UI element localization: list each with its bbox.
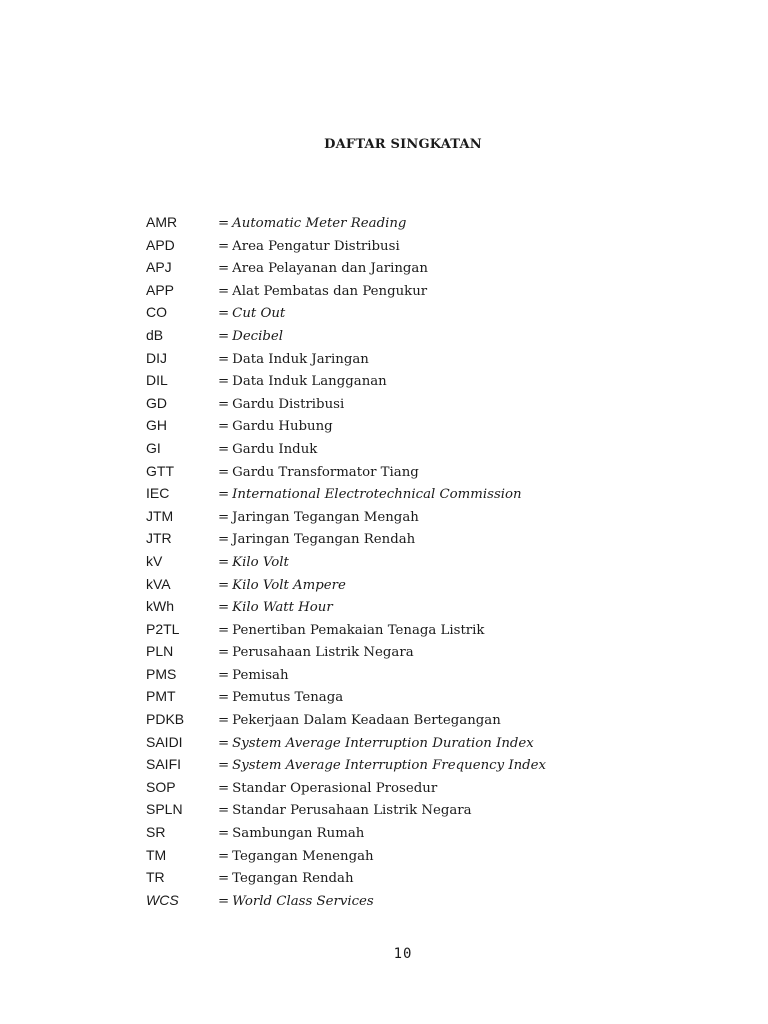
abbreviation-definition-cell (218, 213, 406, 236)
abbreviation-definition-cell (218, 281, 427, 304)
abbreviation-definition-cell (218, 597, 333, 620)
abbreviation-row (146, 437, 546, 460)
abbreviation-definition: Standar Operasional Prosedur (232, 780, 438, 796)
equals-sign: = (218, 690, 230, 706)
abbreviation-definition-cell (218, 823, 364, 846)
abbreviation-definition-cell (218, 755, 546, 778)
abbreviation-term: PDKB (146, 711, 185, 728)
abbreviation-definition: System Average Interruption Duration Index (232, 735, 534, 751)
abbreviation-term: APP (146, 281, 175, 298)
equals-sign: = (218, 803, 230, 819)
equals-sign: = (218, 328, 230, 344)
abbreviation-definition-cell (218, 236, 400, 259)
equals-sign: = (218, 396, 230, 412)
abbreviation-row (146, 505, 546, 528)
abbreviation-row (146, 460, 546, 483)
equals-sign: = (218, 441, 230, 457)
abbreviation-term: CO (146, 304, 167, 321)
abbreviation-row (146, 234, 546, 257)
abbreviation-row (146, 482, 546, 505)
abbreviation-definition-cell (218, 552, 289, 575)
abbreviation-definition-cell (218, 484, 522, 507)
abbreviation-definition: Area Pengatur Distribusi (232, 238, 400, 254)
equals-sign: = (218, 577, 230, 593)
abbreviation-term: P2TL (146, 620, 180, 637)
abbreviation-definition: Data Induk Langganan (232, 374, 387, 390)
abbreviation-definition-cell (218, 507, 419, 530)
abbreviation-definition: Gardu Distribusi (232, 396, 345, 412)
equals-sign: = (218, 509, 230, 525)
equals-sign: = (218, 893, 230, 909)
abbreviation-definition-cell (218, 416, 333, 439)
equals-sign: = (218, 848, 230, 864)
abbreviation-term: JTM (146, 507, 174, 524)
equals-sign: = (218, 419, 230, 435)
abbreviation-row (146, 279, 546, 302)
abbreviation-term: GTT (146, 462, 174, 479)
equals-sign: = (218, 667, 230, 683)
abbreviation-term: AMR (146, 214, 178, 230)
abbreviation-definition-cell (218, 620, 484, 643)
abbreviation-row (146, 550, 546, 573)
abbreviation-term: PMT (146, 688, 176, 705)
abbreviation-row (146, 889, 546, 912)
abbreviation-row (146, 798, 546, 821)
abbreviation-definition: Pemisah (232, 667, 289, 683)
abbreviation-definition: Gardu Hubung (232, 419, 333, 435)
abbreviation-term: SPLN (146, 801, 183, 818)
abbreviation-row (146, 685, 546, 708)
abbreviation-row (146, 731, 546, 754)
equals-sign: = (218, 487, 230, 503)
abbreviation-row (146, 708, 546, 731)
page-title: DAFTAR SINGKATAN (324, 137, 482, 152)
equals-sign: = (218, 283, 230, 299)
abbreviation-definition: Decibel (232, 328, 284, 344)
abbreviation-definition: Gardu Induk (232, 441, 318, 457)
abbreviation-row (146, 595, 546, 618)
abbreviation-row (146, 347, 546, 370)
abbreviation-definition: Standar Perusahaan Listrik Negara (232, 803, 472, 819)
equals-sign: = (218, 532, 230, 548)
abbreviation-definition: Alat Pembatas dan Pengukur (232, 283, 428, 299)
abbreviation-term: IEC (146, 485, 170, 502)
abbreviation-definition-cell (218, 349, 369, 372)
abbreviation-definition: System Average Interruption Frequency Index (232, 758, 547, 774)
abbreviation-row (146, 776, 546, 799)
abbreviation-term: dB (146, 326, 164, 343)
equals-sign: = (218, 351, 230, 367)
abbreviation-definition-cell (218, 575, 346, 598)
abbreviation-term: SR (146, 824, 166, 841)
abbreviation-row (146, 640, 546, 663)
abbreviation-definition-cell (218, 800, 472, 823)
abbreviation-list (146, 211, 546, 911)
abbreviation-term: DIL (146, 372, 168, 389)
equals-sign: = (218, 600, 230, 616)
abbreviation-row (146, 324, 546, 347)
abbreviation-definition: Kilo Watt Hour (232, 600, 333, 616)
abbreviation-definition: Penertiban Pemakaian Tenaga Listrik (232, 622, 485, 638)
abbreviation-definition-cell (218, 462, 419, 485)
abbreviation-term: TM (146, 846, 167, 863)
abbreviation-row (146, 256, 546, 279)
abbreviation-definition-cell (218, 303, 285, 326)
abbreviation-definition-cell (218, 687, 343, 710)
abbreviation-definition: Cut Out (232, 306, 286, 322)
equals-sign: = (218, 374, 230, 390)
equals-sign: = (218, 645, 230, 661)
abbreviation-row (146, 369, 546, 392)
abbreviation-term: PLN (146, 643, 174, 660)
abbreviation-definition-cell (218, 394, 344, 417)
abbreviation-definition-cell (218, 733, 534, 756)
abbreviation-definition: Perusahaan Listrik Negara (232, 645, 414, 661)
abbreviation-definition: Data Induk Jaringan (232, 351, 369, 367)
abbreviation-definition: World Class Services (232, 893, 374, 909)
equals-sign: = (218, 758, 230, 774)
abbreviation-definition: Area Pelayanan dan Jaringan (232, 261, 428, 277)
page-number: 10 (393, 946, 413, 962)
abbreviation-term: GI (146, 439, 161, 456)
abbreviation-definition-cell (218, 642, 414, 665)
abbreviation-definition: Sambungan Rumah (232, 826, 365, 842)
abbreviation-definition-cell (218, 326, 283, 349)
equals-sign: = (218, 713, 230, 729)
abbreviation-term: kWh (146, 598, 174, 615)
abbreviation-row (146, 866, 546, 889)
equals-sign: = (218, 871, 230, 887)
abbreviation-definition-cell (218, 868, 354, 891)
abbreviation-definition-cell (218, 258, 428, 281)
equals-sign: = (218, 306, 230, 322)
abbreviation-definition-cell (218, 529, 415, 552)
abbreviation-definition-cell (218, 665, 289, 688)
abbreviation-row (146, 392, 546, 415)
abbreviation-definition-cell (218, 891, 374, 914)
equals-sign: = (218, 826, 230, 842)
equals-sign: = (218, 780, 230, 796)
abbreviation-term: JTR (146, 530, 172, 547)
abbreviation-definition: Jaringan Tegangan Mengah (232, 509, 419, 525)
abbreviation-definition: Tegangan Rendah (232, 871, 354, 887)
equals-sign: = (218, 622, 230, 638)
abbreviation-row (146, 618, 546, 641)
abbreviation-definition: Jaringan Tegangan Rendah (232, 532, 416, 548)
equals-sign: = (218, 554, 230, 570)
abbreviation-term: APJ (146, 259, 172, 276)
abbreviation-definition-cell (218, 778, 437, 801)
abbreviation-definition: Gardu Transformator Tiang (232, 464, 419, 480)
abbreviation-row (146, 821, 546, 844)
abbreviation-term: kVA (146, 575, 171, 592)
abbreviation-definition-cell (218, 439, 317, 462)
abbreviation-row (146, 663, 546, 686)
abbreviation-definition: Kilo Volt (232, 554, 289, 570)
equals-sign: = (218, 238, 230, 254)
abbreviation-definition-cell (218, 710, 501, 733)
abbreviation-row (146, 414, 546, 437)
abbreviation-term: SOP (146, 778, 176, 795)
abbreviation-row (146, 527, 546, 550)
abbreviation-row (146, 573, 546, 596)
abbreviation-term: SAIFI (146, 756, 182, 773)
abbreviation-definition-cell (218, 371, 387, 394)
abbreviation-term: PMS (146, 665, 177, 682)
abbreviation-definition: Kilo Volt Ampere (232, 577, 346, 593)
equals-sign: = (218, 464, 230, 480)
abbreviation-definition: Pekerjaan Dalam Keadaan Bertegangan (232, 713, 501, 729)
abbreviation-definition: Pemutus Tenaga (232, 690, 344, 706)
abbreviation-term: SAIDI (146, 733, 183, 750)
abbreviation-term: DIJ (146, 349, 167, 366)
abbreviation-definition: Automatic Meter Reading (232, 216, 407, 231)
abbreviation-definition-cell (218, 846, 374, 869)
abbreviation-definition: Tegangan Menengah (232, 848, 374, 864)
abbreviation-term: GH (146, 417, 167, 434)
abbreviation-term: TR (146, 869, 165, 886)
equals-sign: = (218, 216, 230, 231)
abbreviation-row (146, 844, 546, 867)
abbreviation-term: WCS (146, 891, 179, 908)
abbreviation-row (146, 753, 546, 776)
abbreviation-definition: International Electrotechnical Commission (232, 487, 522, 503)
abbreviation-term: GD (146, 394, 167, 411)
equals-sign: = (218, 261, 230, 277)
abbreviation-row (146, 211, 546, 234)
abbreviation-term: kV (146, 552, 163, 569)
abbreviation-term: APD (146, 236, 175, 253)
abbreviation-row (146, 301, 546, 324)
equals-sign: = (218, 735, 230, 751)
